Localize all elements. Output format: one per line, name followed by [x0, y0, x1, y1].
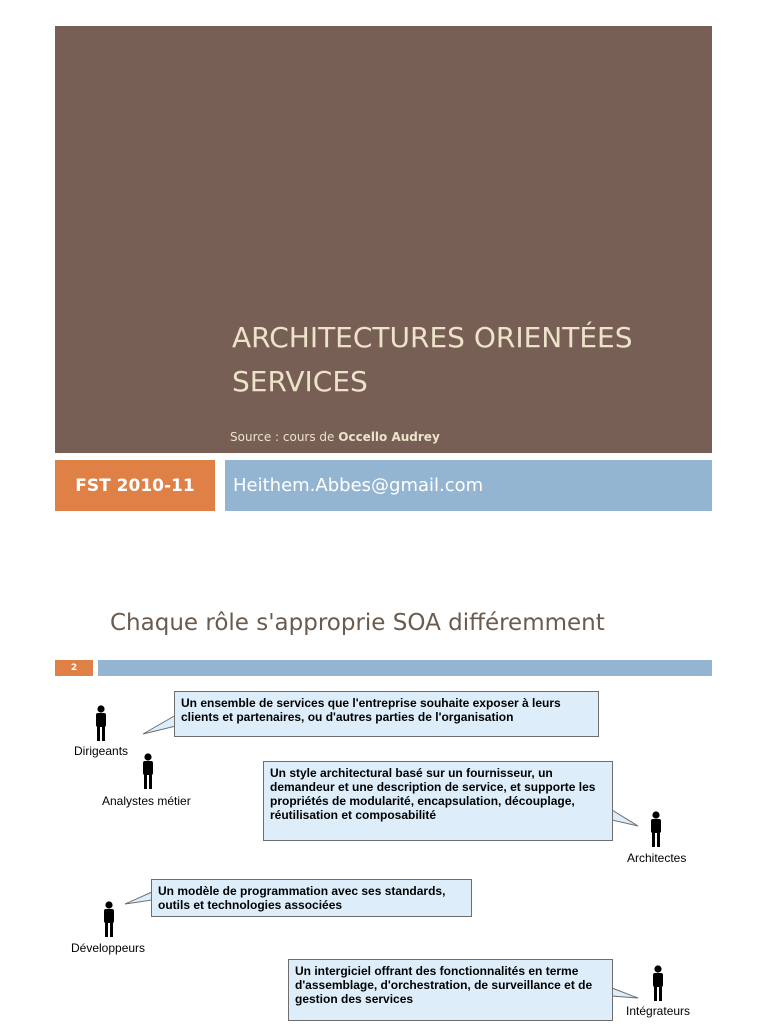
- role-label-architectes: Architectes: [627, 851, 687, 865]
- callout-integrateurs: Un intergiciel offrant des fonctionnalités en terme d'assemblage, d'orchestration, de surveillance et de gestion des services: [288, 959, 613, 1021]
- slide2-title: Chaque rôle s'approprie SOA différemment: [110, 610, 605, 636]
- person-icon: [101, 901, 117, 937]
- callout-tail-architectes: [612, 810, 638, 826]
- role-label-developpeurs: Développeurs: [71, 941, 146, 955]
- course-label-box: [55, 460, 215, 511]
- slide-number: 2: [70, 663, 78, 673]
- callout-tail-developpeurs: [125, 892, 152, 904]
- email-text: Heithem.Abbes@gmail.com: [233, 475, 484, 496]
- source-line: [230, 430, 440, 444]
- slide-number-box: [55, 660, 93, 676]
- person-icon: [93, 705, 109, 741]
- role-label-analystes: Analystes métier: [102, 794, 191, 808]
- callout-dirigeants: Un ensemble de services que l'entreprise souhaite exposer à leurs clients et partenaires, ou d'autres parties de l'organisation: [174, 691, 599, 737]
- course-label: FST 2010-11: [75, 475, 195, 496]
- source-prefix: Source : cours de: [230, 430, 339, 444]
- slide-title: [232, 316, 702, 404]
- role-label-dirigeants: Dirigeants: [74, 744, 129, 758]
- slide-header-bar: [98, 660, 712, 676]
- source-author: Occello Audrey: [338, 430, 440, 444]
- person-icon: [650, 965, 666, 1001]
- role-label-integrateurs: Intégrateurs: [626, 1004, 691, 1018]
- person-icon: [648, 811, 664, 847]
- email-box: [225, 460, 712, 511]
- callout-tail-dirigeants: [143, 715, 176, 734]
- slide-title-line-1: ARCHITECTURES ORIENTÉES: [232, 321, 633, 354]
- callout-developpeurs: Un modèle de programmation avec ses standards, outils et technologies associées: [151, 879, 472, 917]
- callout-architectes: Un style architectural basé sur un fournisseur, un demandeur et une description de service, et supporte les propriétés de modularité, encapsulation, découplage, réutilisation et composabilité: [263, 761, 613, 841]
- callout-tail-integrateurs: [612, 988, 638, 998]
- slide-title-line-2: SERVICES: [232, 365, 368, 398]
- person-icon: [140, 753, 156, 789]
